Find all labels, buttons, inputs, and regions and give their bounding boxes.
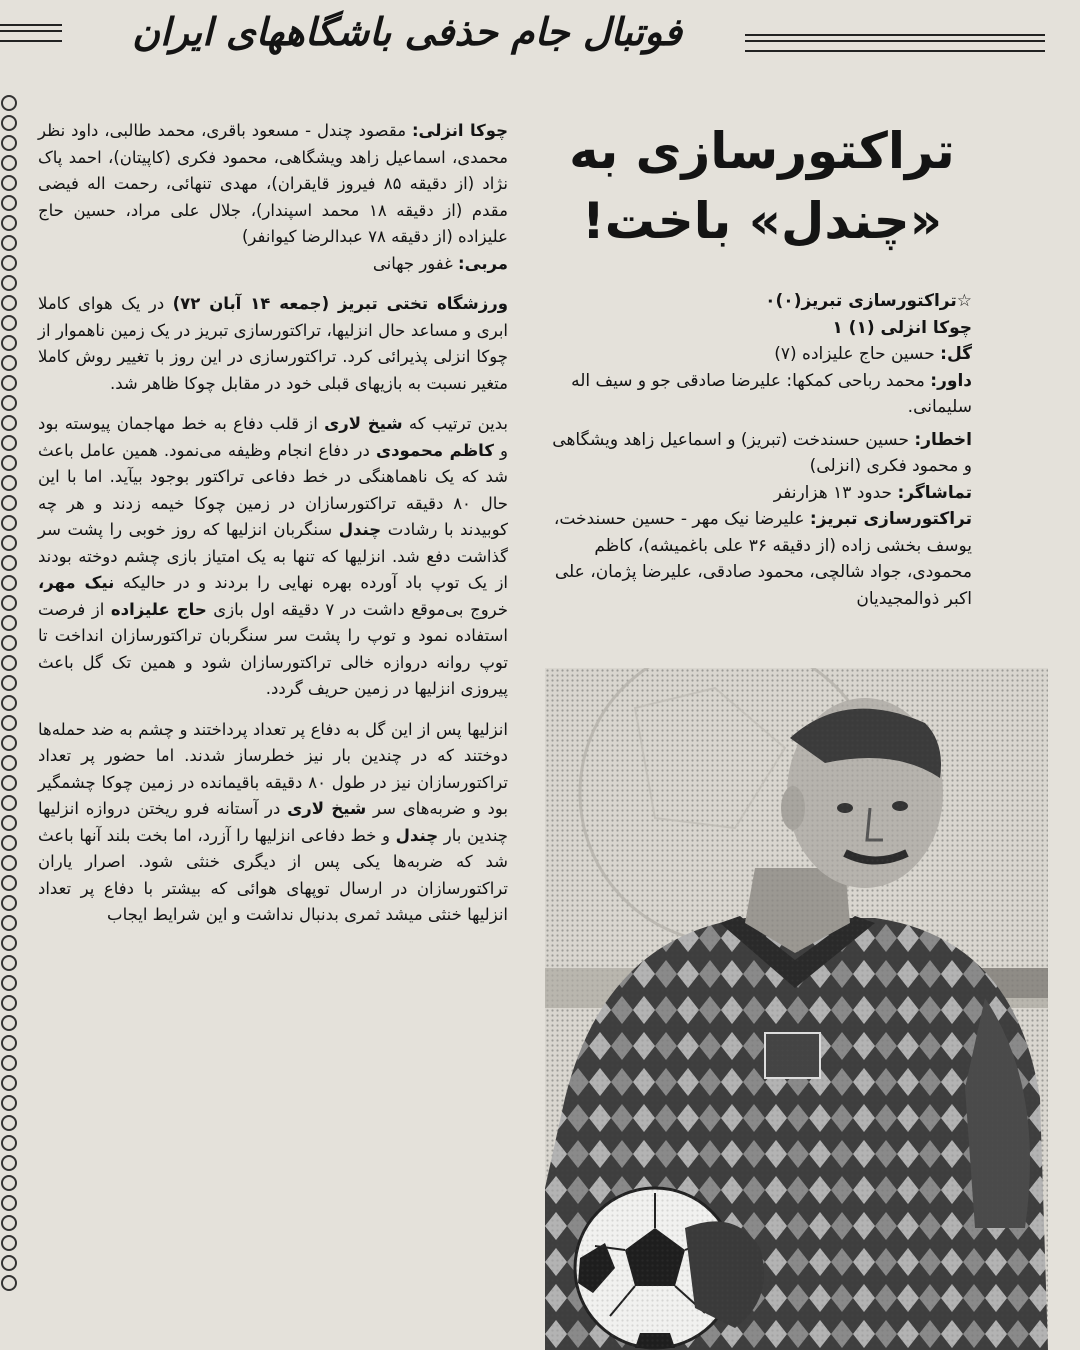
binding-loop [1, 815, 17, 831]
article-text: در آستانه فرو ریختن دروازه انزلیها چندین بار [38, 799, 508, 845]
banner-rule-left [0, 24, 62, 42]
binding-loop [1, 275, 17, 291]
binding-loop [1, 1215, 17, 1231]
article-text: از فرصت استفاده نمود و توپ را پشت سر سنگربان تراکتورسازان انداخت تا توپ روانه دروازه خالی تراکتورسازان شود و همین تک گل باعث پیروزی انزلیها در زمین حریف گردد. [38, 599, 508, 698]
article-text: از قلب دفاع به خط مهاجمان پیوسته بود و [38, 414, 508, 460]
binding-loop [1, 795, 17, 811]
binding-loop [1, 555, 17, 571]
binding-loop [1, 1175, 17, 1191]
binding-loop [1, 715, 17, 731]
tractor-lineup-label: تراکتورسازی تبریز: [809, 509, 972, 529]
goal-value: حسین حاج علیزاده (۷) [774, 344, 935, 364]
binding-loop [1, 775, 17, 791]
binding-loop [1, 315, 17, 331]
binding-loop [1, 435, 17, 451]
binding-loop [1, 95, 17, 111]
article-text: انزلیها پس از این گل به دفاع پر تعداد پرداختند و چشم به ضد حمله‌ها دوختند که در چندین بار نیز خطرساز شدند. اما حضور پر تعداد تراکتورسازان نیز در طول ۸۰ دقیقه باقیمانده در زمین چوکا چشمگیر بود و ضربه‌های سر [38, 719, 509, 818]
binding-loop [1, 875, 17, 891]
binding-loop [1, 1135, 17, 1151]
binding-loop [1, 655, 17, 671]
spectators-label: تماشاگر: [897, 482, 972, 503]
article-bold-name: حاج علیزاده [110, 599, 207, 619]
banner-title: فوتبال جام حذفی باشگاههای ایران [132, 9, 682, 54]
binding-loop [1, 515, 17, 531]
binding-loop [1, 915, 17, 931]
binding-loop [1, 235, 17, 251]
binding-loop [1, 1235, 17, 1251]
binding-loop [1, 575, 17, 591]
binding-loop [1, 535, 17, 551]
spectators-row [548, 480, 972, 507]
article-column [38, 118, 508, 943]
binding-loop [1, 995, 17, 1011]
warnings-label: اخطار: [914, 429, 972, 450]
coach-value: غفور جهانی [372, 253, 453, 273]
tractor-lineup-row [548, 506, 972, 612]
binding-loop [1, 855, 17, 871]
binding-loop [1, 495, 17, 511]
article-dateline: ورزشگاه تختی تبریز (جمعه ۱۴ آبان ۷۲) [172, 294, 508, 313]
goalkeeper-photo [545, 668, 1048, 1350]
binding-loop [1, 1155, 17, 1171]
referee-value: محمد رباحی کمکها: علیرضا صادقی جو و سیف اله سلیمانی. [571, 370, 972, 417]
binding-loop [1, 755, 17, 771]
referee-row [548, 368, 972, 421]
binding-loop [1, 255, 17, 271]
binding-loop [1, 975, 17, 991]
referee-label: داور: [930, 370, 972, 391]
binding-loop [1, 935, 17, 951]
binding-loop [1, 195, 17, 211]
binding-loop [1, 455, 17, 471]
choka-lineup [38, 118, 508, 277]
binding-loop [1, 215, 17, 231]
choka-lineup-value: مقصود چندل - مسعود باقری، محمد طالبی، داود نظر محمدی، اسماعیل زاهد ویشگاهی، محمود فکری (کاپیتان)، احمد پاک نژاد (از دقیقه ۸۵ فیروز قایقران)، مهدی تنهائی، رحمت اله فیضی مقدم (از دقیقه ۱۸ محمد اسپندار)، جلال علی مراد، حسین حاج علیزاده (از دقیقه ۷۸ عبدالرضا کیوانفر) [38, 121, 508, 246]
article-text: و خط دفاعی انزلیها را آزرد، اما بخت بلند آنها باعث شد که ضربه‌ها یکی پس از دیگری خنثی شود. اصرار یاران تراکتورسازان در ارسال توپهای هوائی که بیشتر با دفاع پر تعداد انزلیها خنثی میشد ثمری بدنبال نداشت و این شرایط ایجاب [38, 825, 508, 924]
binding-loop [1, 115, 17, 131]
binding-loop [1, 135, 17, 151]
binding-loop [1, 1195, 17, 1211]
binding-loop [1, 1115, 17, 1131]
binding-loop [1, 415, 17, 431]
page-edge-binding [0, 95, 16, 1350]
binding-loop [1, 155, 17, 171]
article-text: در دفاع انجام وظیفه می‌نمود. همین عامل باعث شد که یک ناهماهنگی در خط دفاعی تراکتور بوجود بیآید. اما با این حال ۸۰ دقیقه تراکتورسازان در زمین چوکا خیمه زدند و هر چه کوبیدند با رشادت [38, 440, 508, 539]
article-bold-name: کاظم محمودی [375, 440, 494, 460]
article-paragraph-1 [38, 291, 508, 397]
binding-loop [1, 1035, 17, 1051]
article-text: خروج بی‌موقع داشت در ۷ دقیقه اول بازی [213, 599, 508, 619]
binding-loop [1, 595, 17, 611]
binding-loop [1, 695, 17, 711]
choka-lineup-label: چوکا انزلی: [411, 121, 508, 140]
article-bold-name: شیخ لاری [324, 414, 403, 433]
coach-label: مربی: [458, 253, 508, 273]
section-banner [0, 0, 1080, 70]
warnings-row [548, 427, 972, 480]
binding-loop [1, 635, 17, 651]
binding-loop [1, 955, 17, 971]
article-text: بدین ترتیب که [408, 414, 508, 433]
article-bold-name: چندل [338, 520, 382, 539]
binding-loop [1, 1275, 17, 1291]
binding-loop [1, 395, 17, 411]
binding-loop [1, 295, 17, 311]
binding-loop [1, 335, 17, 351]
warnings-value: حسین حسندخت (تبریز) و اسماعیل زاهد ویشگاهی و محمود فکری (انزلی) [552, 429, 972, 476]
binding-loop [1, 1015, 17, 1031]
binding-loop [1, 835, 17, 851]
goalkeeper-photo-graphic [545, 668, 1048, 1350]
article-bold-name: نیک مهر، [38, 573, 115, 592]
binding-loop [1, 895, 17, 911]
match-info [548, 288, 972, 612]
binding-loop [1, 375, 17, 391]
binding-loop [1, 475, 17, 491]
score-line-1: ☆تراکتورسازی تبریز(۰)۰ [765, 291, 972, 311]
binding-loop [1, 175, 17, 191]
article-paragraph-3 [38, 717, 508, 929]
article-text: سنگربان انزلیها که روز خوبی را پشت سر گذاشت دفع شد. انزلیها که تنها به یک امتیاز بازی چشم دوخته بودند از یک توپ باد آورده بهره نهایی را بردند و در حالیکه [38, 520, 509, 592]
binding-loop [1, 675, 17, 691]
goal-row [548, 341, 972, 368]
binding-loop [1, 1055, 17, 1071]
headline [556, 116, 968, 256]
tractor-lineup-value: علیرضا نیک مهر - حسین حسندخت، یوسف بخشی زاده (از دقیقه ۳۶ علی باغمیشه)، کاظم محمودی، جواد شالچی، محمود صادقی، علیرضا پژمان، علی اکبر ذوالمجیدیان [553, 509, 972, 609]
binding-loop [1, 1075, 17, 1091]
spectators-value: حدود ۱۳ هزارنفر [773, 482, 893, 503]
binding-loop [1, 355, 17, 371]
article-bold-name: چندل [395, 825, 439, 845]
headline-line-2: «چندل» باخت! [581, 192, 943, 250]
article-p1-body: در یک هوای کاملا ابری و مساعد حال انزلیها، تراکتورسازی تبریز در یک زمین ناهموار از چوکا انزلی پذیرائی کرد. تراکتورسازی در این روز با تغییر روش کاملا متغیر نسبت به بازیهای قبلی خود در مقابل چوکا ظاهر شد. [38, 294, 508, 393]
banner-rule-right [745, 34, 1045, 52]
binding-loop [1, 1255, 17, 1271]
score-line-2: چوکا انزلی (۱) ۱ [832, 317, 972, 338]
article-paragraph-2 [38, 411, 508, 703]
binding-loop [1, 735, 17, 751]
goal-label: گل: [940, 344, 972, 364]
article-bold-name: شیخ لاری [287, 799, 367, 818]
headline-line-1: تراکتورسازی به [569, 122, 955, 180]
binding-loop [1, 615, 17, 631]
binding-loop [1, 1095, 17, 1111]
